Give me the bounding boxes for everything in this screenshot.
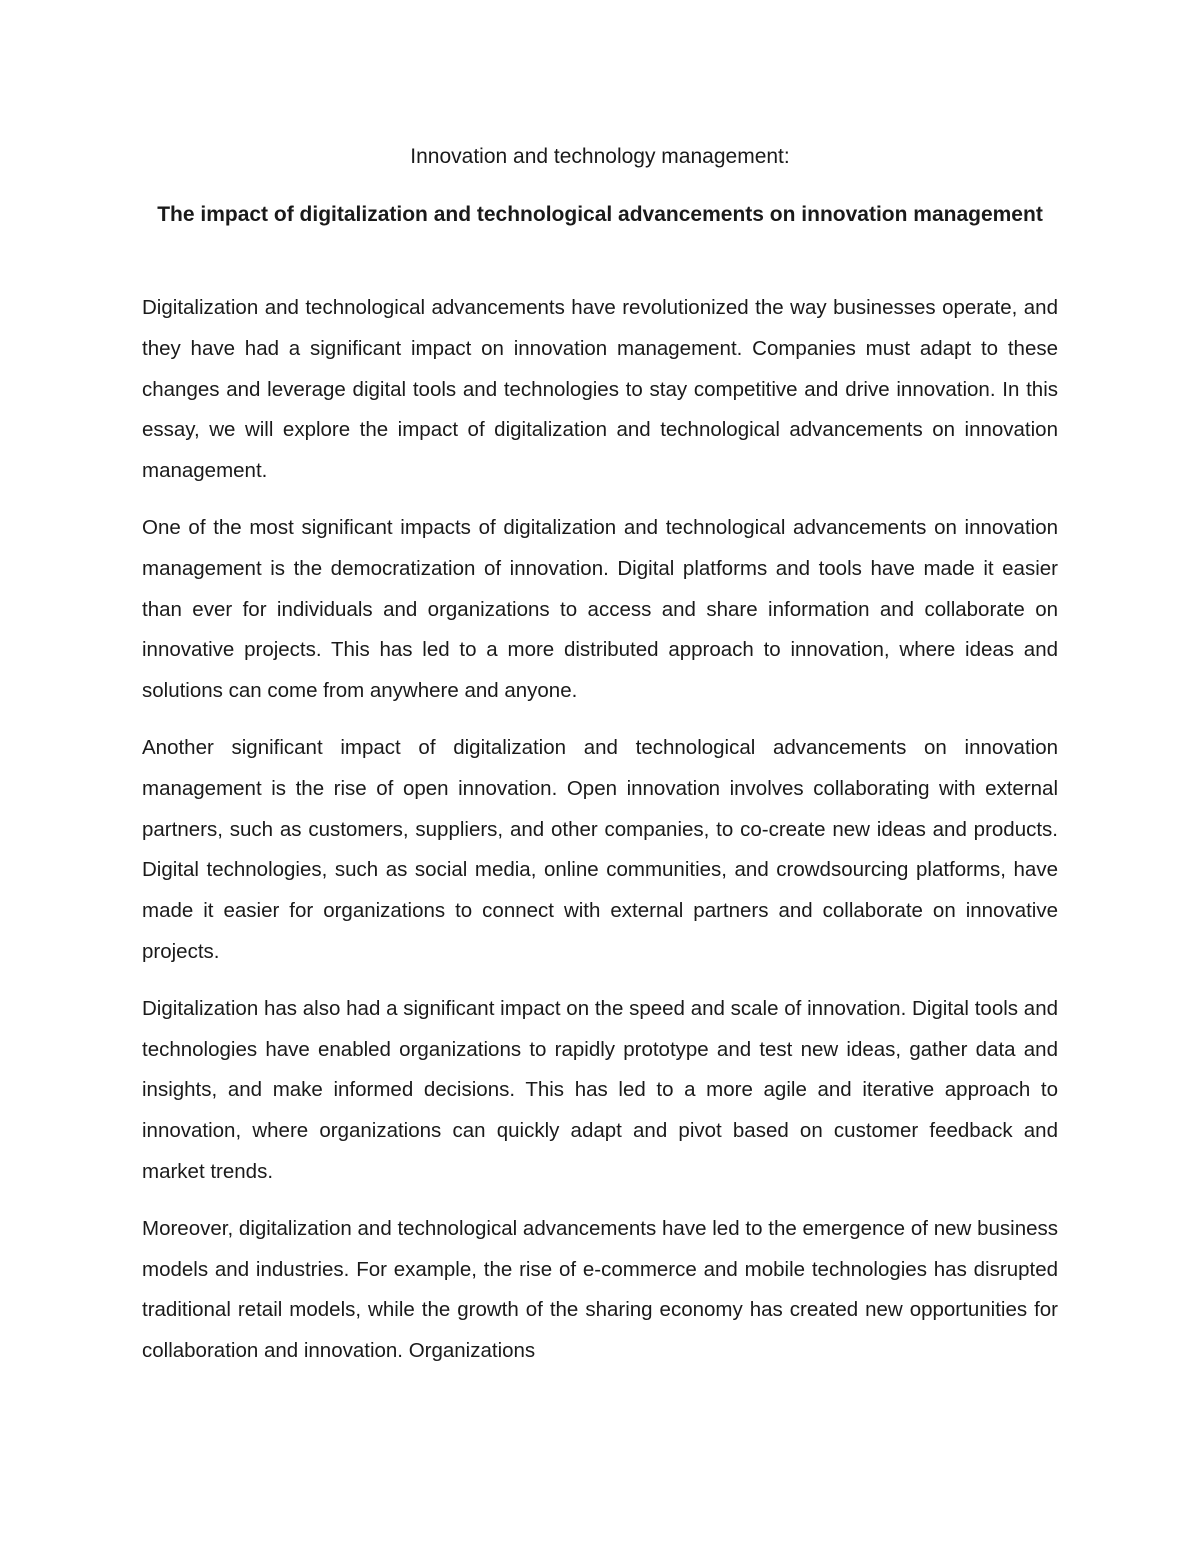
document-body — [142, 288, 1058, 1388]
paragraph-4: Digitalization has also had a significant impact on the speed and scale of innovation. Digital tools and technologies have enabled organizations to rapidly prototype and test new ideas, gather data and insights, and make informed decisions. This has led to a more agile and iterative approach to innovation, where organizations can quickly adapt and pivot based on customer feedback and market trends. — [142, 996, 1058, 1183]
document-title: The impact of digitalization and technological advancements on innovation management — [157, 203, 1043, 226]
paragraph-2: One of the most significant impacts of digitalization and technological advancements on innovation management is the democratization of innovation. Digital platforms and tools have made it easier than ever for individuals and organizations to access and share information and collaborate on innovative projects. This has led to a more distributed approach to innovation, where ideas and solutions can come from anywhere and anyone. — [142, 515, 1058, 703]
paragraph-5: Moreover, digitalization and technological advancements have led to the emergence of new business models and industries. For example, the rise of e-commerce and mobile technologies has disrupted traditional retail models, while the growth of the sharing economy has created new opportunities for collaboration and innovation. Organizations — [142, 1216, 1058, 1363]
document-subject: Innovation and technology management: — [410, 145, 790, 168]
paragraph-1: Digitalization and technological advancements have revolutionized the way businesses operate, and they have had a significant impact on innovation management. Companies must adapt to these changes and leverage digital tools and technologies to stay competitive and drive innovation. In this essay, we will explore the impact of digitalization and technological advancements on innovation management. — [142, 296, 1058, 483]
paragraph-3: Another significant impact of digitalization and technological advancements on innovation management is the rise of open innovation. Open innovation involves collaborating with external partners, such as customers, suppliers, and other companies, to co-create new ideas and products. Digital technologies, such as social media, online communities, and crowdsourcing platforms, have made it easier for organizations to connect with external partners and collaborate on innovative projects. — [142, 735, 1058, 963]
